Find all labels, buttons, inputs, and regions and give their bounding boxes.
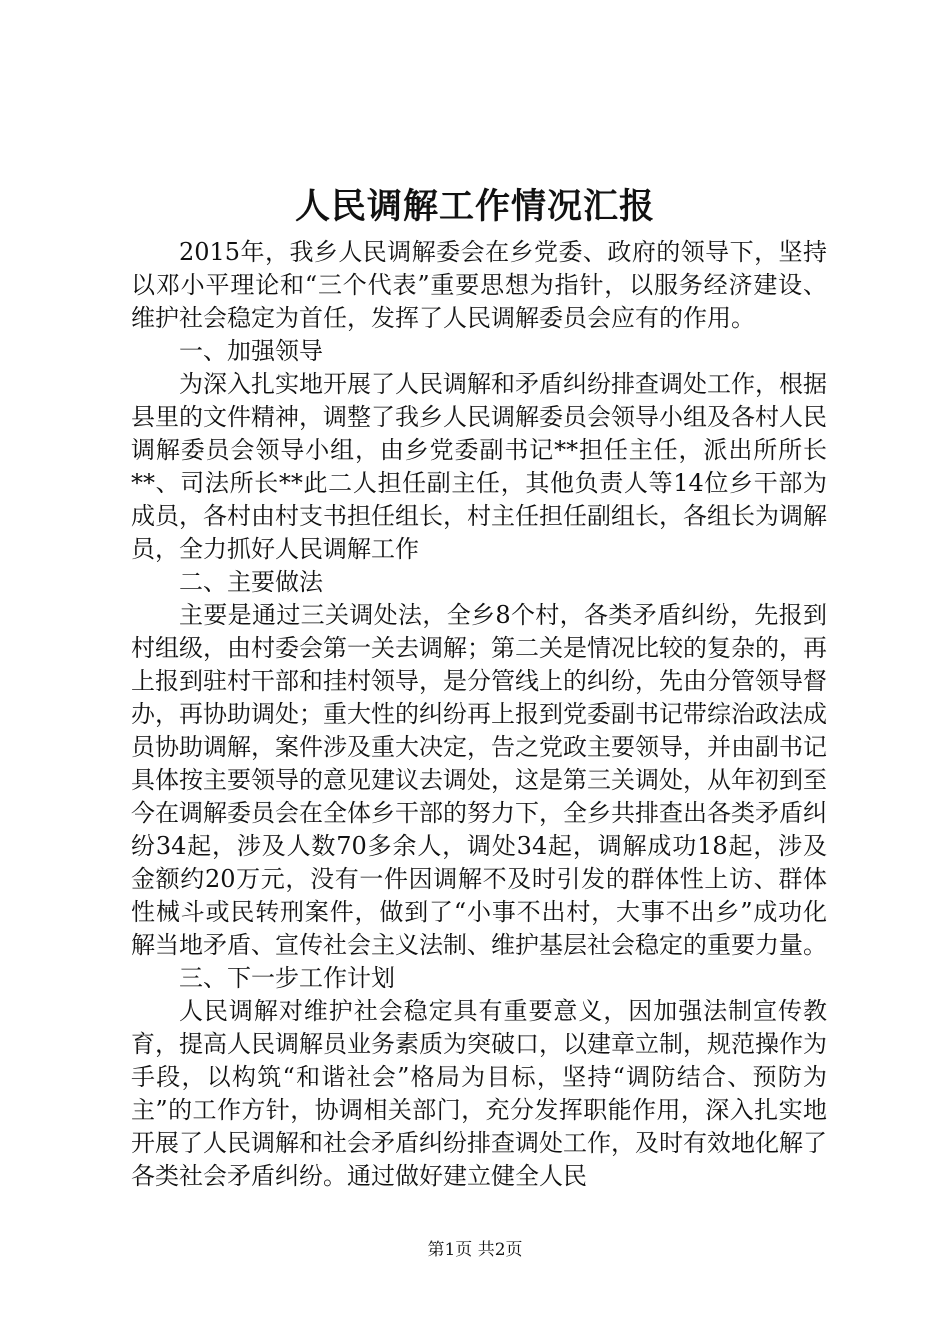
next-plan-paragraph: 人民调解对维护社会稳定具有重要意义，因加强法制宣传教育，提高人民调解员业务素质为突破口，以建章立制，规范操作为手段，以构筑“和谐社会”格局为目标，坚持“调防结合、预防为主”的工作方针，协调相关部门，充分发挥职能作用，深入扎实地开展了人民调解和社会矛盾纠纷排查调处工作，及时有效地化解了各类社会矛盾纠纷。通过做好建立健全人民 bbox=[131, 997, 827, 1190]
section-heading-next-plan: 三、下一步工作计划 bbox=[179, 964, 395, 992]
methods-paragraph: 主要是通过三关调处法，全乡8个村，各类矛盾纠纷，先报到村组级，由村委会第一关去调解；第二关是情况比较的复杂的，再上报到驻村干部和挂村领导，是分管线上的纠纷，先由分管领导督办，再协助调处；重大性的纠纷再上报到党委副书记带综治政法成员协助调解，案件涉及重大决定，告之党政主要领导，并由副书记具体按主要领导的意见建议去调处，这是第三关调处，从年初到至今在调解委员会在全体乡干部的努力下，全乡共排查出各类矛盾纠纷34起，涉及人数70多余人，调处34起，调解成功18起，涉及金额约20万元，没有一件因调解不及时引发的群体性上访、群体性械斗或民转刑案件，做到了“小事不出村，大事不出乡”成功化解当地矛盾、宣传社会主义法制、维护基层社会稳定的重要力量。 bbox=[131, 601, 827, 959]
intro-paragraph: 2015年，我乡人民调解委会在乡党委、政府的领导下，坚持以邓小平理论和“三个代表”重要思想为指针，以服务经济建设、维护社会稳定为首任，发挥了人民调解委员会应有的作用。 bbox=[131, 238, 827, 332]
section-heading-leadership: 一、加强领导 bbox=[179, 337, 323, 365]
document-title: 人民调解工作情况汇报 bbox=[294, 186, 655, 227]
leadership-paragraph: 为深入扎实地开展了人民调解和矛盾纠纷排查调处工作，根据县里的文件精神，调整了我乡人民调解委员会领导小组及各村人民调解委员会领导小组，由乡党委副书记**担任主任，派出所所长**、司法所长**此二人担任副主任，其他负责人等14位乡干部为成员，各村由村支书担任组长，村主任担任副组长，各组长为调解员，全力抓好人民调解工作 bbox=[131, 370, 827, 563]
document-body bbox=[131, 236, 827, 1193]
section-heading-methods: 二、主要做法 bbox=[179, 568, 323, 596]
page-number-footer: 第1页 共2页 bbox=[427, 1240, 523, 1260]
